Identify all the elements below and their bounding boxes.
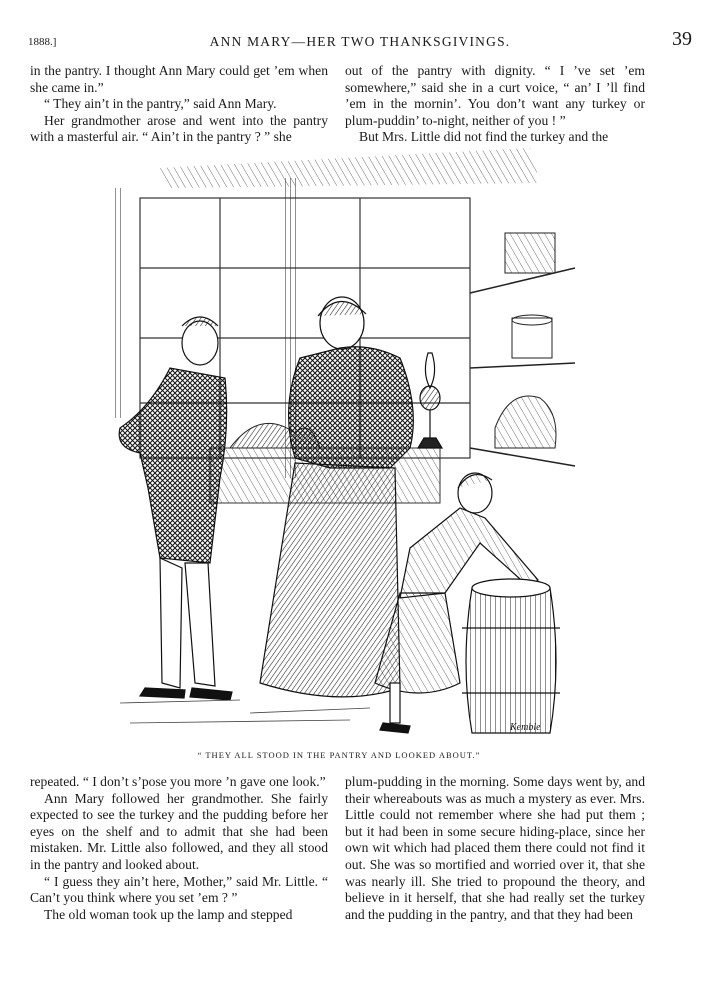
paragraph: But Mrs. Little did not find the turkey and the xyxy=(359,129,609,145)
paragraph: repeated. “ I don’t s’pose you more ’n gave one look.” xyxy=(30,774,326,789)
paragraph: “ They ain’t in the pantry,” said Ann Mary. xyxy=(44,96,277,112)
text-column-top-right xyxy=(345,63,645,146)
paragraph: The old woman took up the lamp and stepped xyxy=(44,906,293,922)
running-header xyxy=(28,28,692,54)
header-title: ANN MARY—HER TWO THANKSGIVINGS. xyxy=(209,34,511,49)
paragraph: “ I guess they ain’t here, Mother,” said Mr. Little. “ Can’t you think where you set ’em ? ” xyxy=(30,873,328,906)
paragraph: out of the pantry with dignity. “ I ’ve set ’em somewhere,” said she in a curt voice, “ an’ I ’ll find ’em in the mornin’. You don’t want any turkey or plum-puddin’ to-night, neither of you ! ” xyxy=(345,63,645,128)
engraving xyxy=(100,148,590,740)
header-year: 1888.] xyxy=(28,36,57,48)
pantry-illustration xyxy=(100,148,590,740)
paragraph: plum-pudding in the morning. Some days went by, and their whereabouts was as much a mystery as ever. Mrs. Little could not remember where she had put them ; but it had been in some secure hiding-place, since her own wit which had placed them there could not find it out. She was so mortified and worried over it, that she was nearly ill. She tried to propound the theory, and believe in it herself, that she had really set the turkey and the pudding in the pantry, and that they had been xyxy=(345,774,645,922)
illustration-caption: “ THEY ALL STOOD IN THE PANTRY AND LOOKED ABOUT.” xyxy=(197,750,481,760)
paragraph: Her grandmother arose and went into the pantry with a masterful air. “ Ain’t in the pantry ? ” she xyxy=(30,112,328,145)
paragraph: in the pantry. I thought Ann Mary could get ’em when she came in.” xyxy=(30,63,328,95)
text-column-bottom-left xyxy=(30,774,328,923)
text-column-bottom-right xyxy=(345,774,645,923)
artist-signature: Kemble xyxy=(510,722,541,733)
paragraph: Ann Mary followed her grandmother. She fairly expected to see the turkey and the pudding before her eyes on the shelf and to admit that she had been mistaken. Mr. Little also followed, and they all stood in the pantry and looked about. xyxy=(30,790,328,872)
page-number: 39 xyxy=(672,28,692,50)
text-column-top-left xyxy=(30,63,328,146)
